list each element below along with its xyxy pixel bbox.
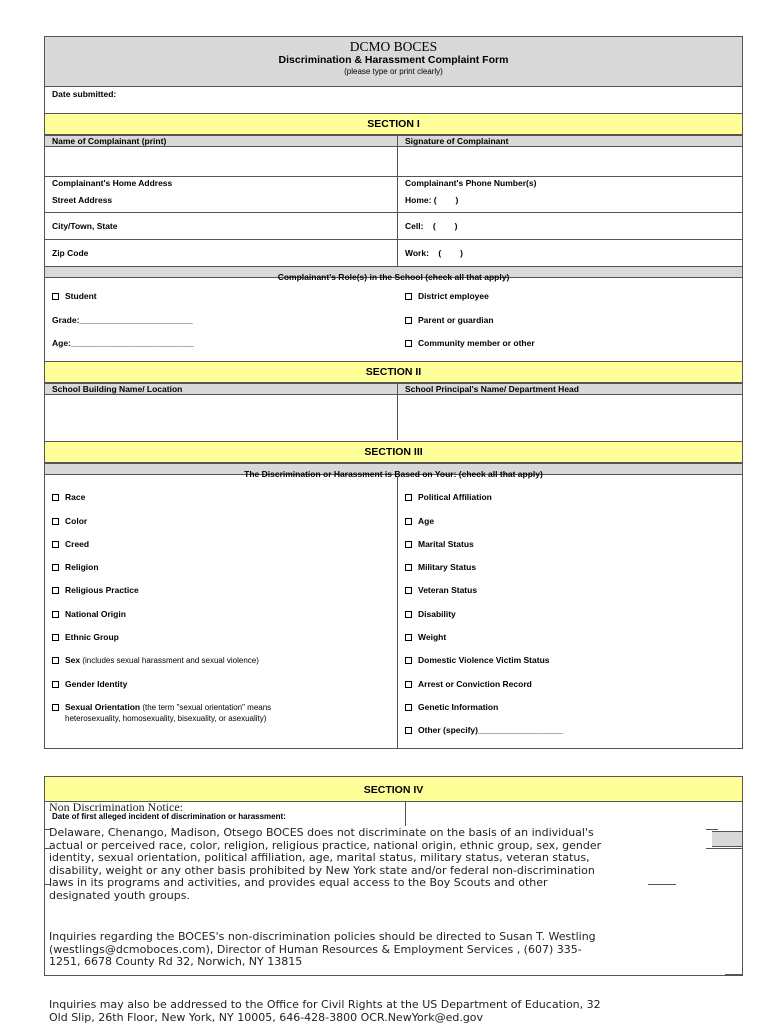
- basis-option-gender-identity[interactable]: [52, 679, 127, 690]
- orientation-note-cont: heterosexuality, homosexuality, bisexuality, or asexuality): [65, 714, 267, 723]
- date-submitted-label: Date submitted:: [52, 89, 117, 99]
- basis-option-arrest-or-conviction-record[interactable]: [405, 679, 532, 690]
- basis-option-label: Military Status: [418, 562, 477, 572]
- notice-line: actual or perceived race, color, religion, religious practice, national origin, ethnic group, sex, gender: [49, 838, 602, 852]
- notice-line: (westlings@dcmoboces.com), Director of Human Resources & Employment Services , (607) 335-: [49, 942, 582, 956]
- roles-bar: [45, 266, 742, 282]
- principal-name-label: School Principal's Name/ Department Head: [405, 384, 579, 394]
- zip-code-label: Zip Code: [52, 248, 89, 258]
- basis-option-label: Arrest or Conviction Record: [418, 679, 532, 689]
- checkbox-icon[interactable]: [52, 587, 59, 594]
- complaint-form: [44, 36, 743, 749]
- basis-option-military-status[interactable]: [405, 562, 476, 573]
- basis-option-other-specify[interactable]: [405, 725, 563, 736]
- basis-option-label: Age: [418, 516, 435, 526]
- checkbox-icon[interactable]: [52, 293, 59, 300]
- checkbox-icon[interactable]: [52, 681, 59, 688]
- form-subtitle: (please type or print clearly): [344, 67, 443, 76]
- basis-option-label: Veteran Status: [418, 585, 478, 595]
- home-address-label: Complainant's Home Address: [52, 178, 173, 188]
- column-divider: [397, 176, 398, 266]
- notice-line: identity, sexual orientation, political affiliation, age, marital status, military status, veteran status,: [49, 851, 590, 864]
- basis-option-religious-practice[interactable]: [52, 585, 139, 596]
- role-district-label: District employee: [418, 291, 489, 301]
- notice-paragraph-2: [49, 931, 596, 969]
- phone-numbers-label: Complainant's Phone Number(s): [405, 178, 537, 188]
- basis-option-label: Political Affiliation: [418, 492, 492, 502]
- checkbox-icon[interactable]: [405, 340, 412, 347]
- basis-option-domestic-violence-victim-status[interactable]: [405, 655, 549, 666]
- basis-option-label: Disability: [418, 609, 456, 619]
- work-phone-label: Work: ( ): [405, 248, 463, 258]
- role-student-label: Student: [65, 291, 97, 301]
- school-bar: [45, 383, 742, 395]
- section-1-title: SECTION I: [45, 113, 742, 135]
- checkbox-icon[interactable]: [405, 317, 412, 324]
- notice-line: disability, weight or any other basis prohibited by New York state and/or federal non-discrimination: [49, 863, 595, 877]
- basis-option-national-origin[interactable]: [52, 609, 126, 620]
- school-building-label: School Building Name/ Location: [52, 384, 183, 394]
- divider: [648, 884, 676, 885]
- name-signature-bar: [45, 135, 742, 147]
- basis-option-genetic-information[interactable]: [405, 702, 498, 713]
- principal-name-field[interactable]: [399, 395, 742, 439]
- basis-option-label: Gender Identity: [65, 679, 128, 689]
- basis-option-label: Color: [65, 516, 88, 526]
- cell-phone-label: Cell: ( ): [405, 221, 458, 231]
- basis-option-label: Other (specify)__________________: [418, 725, 564, 735]
- basis-option-weight[interactable]: [405, 632, 446, 643]
- basis-option-color[interactable]: [52, 516, 87, 527]
- basis-option-label: Sexual Orientation: [65, 702, 141, 712]
- basis-label: The Discrimination or Harassment is Based on Your: (check all that apply): [244, 469, 543, 479]
- home-phone-label: Home: ( ): [405, 195, 459, 205]
- checkbox-icon[interactable]: [52, 494, 59, 501]
- notice-paragraph-3: [49, 999, 601, 1024]
- complainant-signature-field[interactable]: [399, 147, 742, 175]
- school-building-field[interactable]: [46, 395, 397, 439]
- checkbox-icon[interactable]: [52, 704, 59, 711]
- basis-option-age[interactable]: [405, 516, 434, 527]
- checkbox-icon[interactable]: [405, 494, 412, 501]
- checkbox-icon[interactable]: [405, 293, 412, 300]
- divider: [725, 974, 743, 975]
- basis-option-label: Creed: [65, 539, 90, 549]
- notice-line: Old Slip, 26th Floor, New York, NY 10005, 646-428-3800 OCR.NewYork@ed.gov: [49, 1010, 484, 1024]
- grade-field[interactable]: Grade:________________________: [52, 315, 193, 325]
- basis-option-label: Weight: [418, 632, 447, 642]
- basis-option-sex[interactable]: [52, 655, 259, 666]
- checkbox-icon[interactable]: [52, 657, 59, 664]
- first-incident-label: Date of first alleged incident of discrimination or harassment:: [52, 812, 286, 821]
- checkbox-icon[interactable]: [405, 564, 412, 571]
- basis-option-marital-status[interactable]: [405, 539, 474, 550]
- roles-label: Complainant's Role(s) in the School (check all that apply): [277, 272, 510, 282]
- checkbox-icon[interactable]: [405, 657, 412, 664]
- complainant-name-field[interactable]: [46, 147, 397, 175]
- basis-option-ethnic-group[interactable]: [52, 632, 119, 643]
- role-parent-label: Parent or guardian: [418, 315, 494, 325]
- complainant-name-label: Name of Complainant (print): [52, 136, 167, 146]
- basis-option-disability[interactable]: [405, 609, 456, 620]
- orientation-note: (the term "sexual orientation" means: [140, 703, 272, 712]
- checkbox-icon[interactable]: [405, 704, 412, 711]
- sex-note: (includes sexual harassment and sexual violence): [80, 656, 259, 665]
- basis-option-label: Domestic Violence Victim Status: [418, 655, 550, 665]
- notice-line: laws in its programs and activities, and provides equal access to the Boy Scouts and other: [49, 876, 548, 889]
- section-2-title: SECTION II: [45, 361, 742, 383]
- notice-line: Inquiries may also be addressed to the Office for Civil Rights at the US Department of Education, 32: [49, 998, 601, 1011]
- divider: [45, 239, 742, 240]
- basis-option-creed[interactable]: [52, 539, 89, 550]
- checkbox-icon[interactable]: [405, 587, 412, 594]
- basis-option-label: Religion: [65, 562, 99, 572]
- column-divider: [397, 476, 398, 749]
- role-parent-option[interactable]: [405, 315, 494, 326]
- role-student-option[interactable]: [52, 291, 97, 302]
- basis-option-label: National Origin: [65, 609, 126, 619]
- org-name: DCMO BOCES: [349, 39, 438, 54]
- checkbox-icon[interactable]: [405, 518, 412, 525]
- checkbox-icon[interactable]: [405, 611, 412, 618]
- checkbox-icon[interactable]: [405, 727, 412, 734]
- checkbox-icon[interactable]: [52, 634, 59, 641]
- age-field[interactable]: Age:__________________________: [52, 338, 194, 348]
- section-3-title: SECTION III: [45, 441, 742, 463]
- notice-line: 1251, 6678 County Rd 32, Norwich, NY 13815: [49, 955, 303, 968]
- notice-line: Inquiries regarding the BOCES's non-discrimination policies should be directed to Susan T. Westling: [49, 930, 596, 943]
- basis-option-race[interactable]: [52, 492, 85, 503]
- checkbox-icon[interactable]: [52, 611, 59, 618]
- section-4-title: SECTION IV: [45, 777, 742, 802]
- notice-line: designated youth groups.: [49, 888, 190, 902]
- basis-option-sexual-orientation[interactable]: [52, 702, 271, 724]
- column-divider: [405, 802, 406, 826]
- checkbox-icon[interactable]: [405, 634, 412, 641]
- divider: [706, 829, 718, 830]
- basis-option-label: Genetic Information: [418, 702, 499, 712]
- basis-option-political-affiliation[interactable]: [405, 492, 492, 503]
- basis-option-label: Religious Practice: [65, 585, 139, 595]
- date-submitted-field[interactable]: [135, 88, 735, 112]
- complainant-signature-label: Signature of Complainant: [405, 136, 509, 146]
- column-divider: [397, 384, 398, 440]
- form-header: [45, 37, 742, 87]
- basis-option-religion[interactable]: [52, 562, 99, 573]
- divider: [44, 884, 50, 885]
- form-title: Discrimination & Harassment Complaint Form: [278, 54, 509, 66]
- notice-line: Delaware, Chenango, Madison, Otsego BOCES does not discriminate on the basis of an individual's: [49, 826, 594, 839]
- city-state-label: City/Town, State: [52, 221, 118, 231]
- divider: [45, 176, 742, 177]
- basis-option-label: Sex: [65, 655, 81, 665]
- gray-cell: [712, 831, 742, 847]
- divider: [44, 848, 50, 849]
- street-address-label: Street Address: [52, 195, 113, 205]
- basis-option-label: Ethnic Group: [65, 632, 119, 642]
- checkbox-icon[interactable]: [405, 681, 412, 688]
- divider: [45, 212, 742, 213]
- basis-option-veteran-status[interactable]: [405, 585, 477, 596]
- notice-heading: Non Discrimination Notice:: [49, 800, 183, 814]
- role-community-label: Community member or other: [418, 338, 535, 348]
- role-community-option[interactable]: [405, 338, 535, 349]
- column-divider: [397, 136, 398, 176]
- role-district-option[interactable]: [405, 291, 489, 302]
- basis-bar: [45, 463, 742, 479]
- checkbox-icon[interactable]: [52, 518, 59, 525]
- notice-paragraph-1: [49, 827, 601, 902]
- divider: [706, 848, 743, 849]
- checkbox-icon[interactable]: [52, 564, 59, 571]
- basis-option-label: Marital Status: [418, 539, 474, 549]
- divider: [44, 829, 50, 830]
- basis-option-label: Race: [65, 492, 86, 502]
- checkbox-icon[interactable]: [405, 541, 412, 548]
- checkbox-icon[interactable]: [52, 541, 59, 548]
